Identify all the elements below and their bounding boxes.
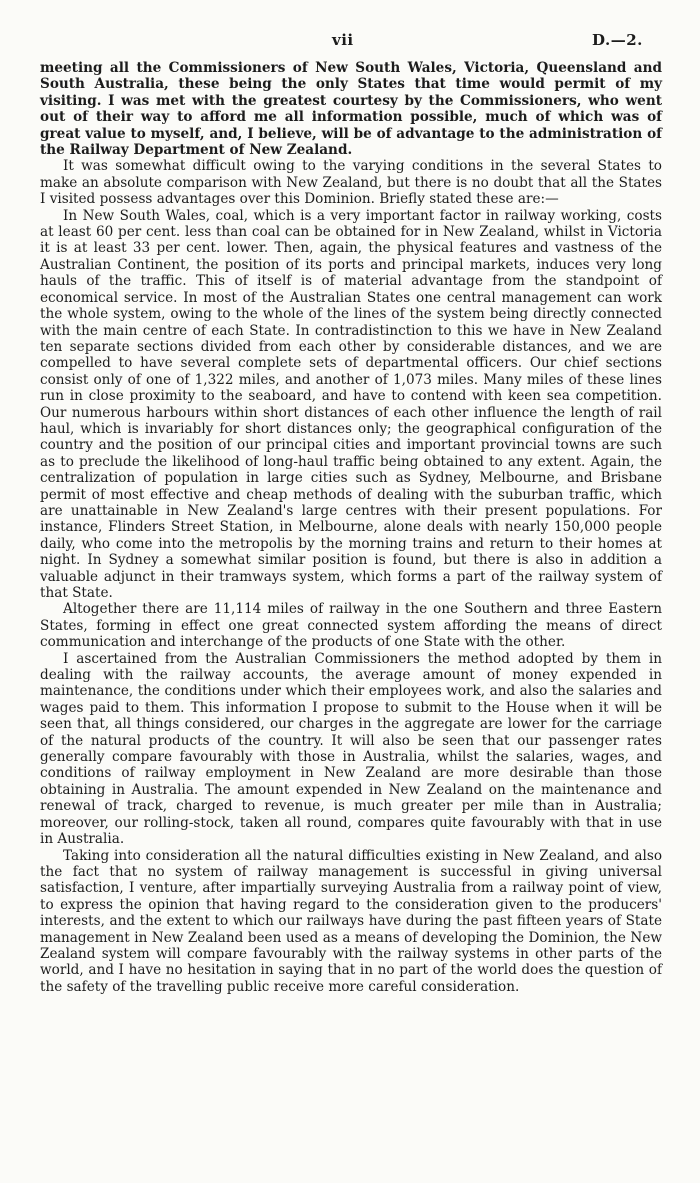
paragraph-comparison-intro: It was somewhat difficult owing to the varying conditions in the several States to make an absolute comparison with New Zealand, but there is no doubt that all the States I visited possess advantages over this Dominion. Briefly stated these are:—	[40, 158, 662, 208]
paragraph-accounts-comparison: I ascertained from the Australian Commissioners the method adopted by them in dealing with the railway accounts, the average amount of money expended in maintenance, the conditions under which their employees work, and also the salaries and wages paid to them. This information I propose to submit to the House when it will be seen that, all things considered, our charges in the aggregate are lower for the carriage of the natural products of the country. It will also be seen that our passenger rates generally compare favourably with those in Australia, whilst the salaries, wages, and conditions of railway employment in New Zealand are more desirable than those obtaining in Australia. The amount expended in New Zealand on the maintenance and renewal of track, charged to revenue, is much greater per mile than in Australia; moreover, our rolling-stock, taken all round, compares quite favourably with that in use in Australia.	[40, 650, 662, 848]
paragraph-continuation: meeting all the Commissioners of New South Wales, Victoria, Queensland and South Australia, these being the only States that time would permit of my visiting. I was met with the greatest courtesy by the Commissioners, who went out of their way to afford me all information possible, much of which was of great value to myself, and, I believe, will be of advantage to the administration of the Railway Department of New Zealand.	[40, 60, 662, 159]
page-number: vii	[332, 31, 354, 49]
paragraph-conclusion: Taking into consideration all the natural difficulties existing in New Zealand, and also the fact that no system of railway management is successful in giving universal satisfaction, I venture, after impartially surveying Australia from a railway point of view, to express the opinion that having regard to the consideration given to the producers' interests, and the extent to which our railways have during the past fifteen years of State management in New Zealand been used as a means of developing the Dominion, the New Zealand system will compare favourably with the railway systems in other parts of the world, and I have no hesitation in saying that in no part of the world does the question of the safety of the travelling public receive more careful consideration.	[40, 847, 662, 995]
paragraph-railway-mileage: Altogether there are 11,114 miles of railway in the one Southern and three Eastern States, forming in effect one great connected system affording the means of direct communication and interchange of the products of one State with the other.	[40, 601, 662, 651]
body-text	[40, 60, 662, 995]
paragraph-advantages: In New South Wales, coal, which is a very important factor in railway working, costs at least 60 per cent. less than coal can be obtained for in New Zealand, whilst in Victoria it is at least 33 per cent. lower. Then, again, the physical features and vastness of the Australian Continent, the position of its ports and principal markets, induces very long hauls of the traffic. This of itself is of material advantage from the standpoint of economical service. In most of the Australian States one central management can work the whole system, owing to the whole of the lines of the system being directly connected with the main centre of each State. In contradistinction to this we have in New Zealand ten separate sections divided from each other by considerable distances, and we are compelled to have several complete sets of departmental officers. Our chief sections consist only of one of 1,322 miles, and another of 1,073 miles. Many miles of these lines run in close proximity to the seaboard, and have to contend with keen sea competition. Our numerous harbours within short distances of each other influence the length of rail haul, which is invariably for short distances only; the geographical configuration of the country and the position of our principal cities and important provincial towns are such as to preclude the likelihood of long-haul traffic being obtained to any extent. Again, the centralization of population in large cities such as Sydney, Melbourne, and Brisbane permit of most effective and cheap methods of dealing with the suburban traffic, which are unattainable in New Zealand's large centres with their present populations. For instance, Flinders Street Station, in Melbourne, alone deals with nearly 150,000 people daily, who come into the metropolis by the morning trains and return to their homes at night. In Sydney a somewhat similar position is found, but there is also in addition a valuable adjunct in their tramways system, which forms a part of the railway system of that State.	[40, 207, 662, 601]
document-reference: D.—2.	[592, 31, 643, 49]
